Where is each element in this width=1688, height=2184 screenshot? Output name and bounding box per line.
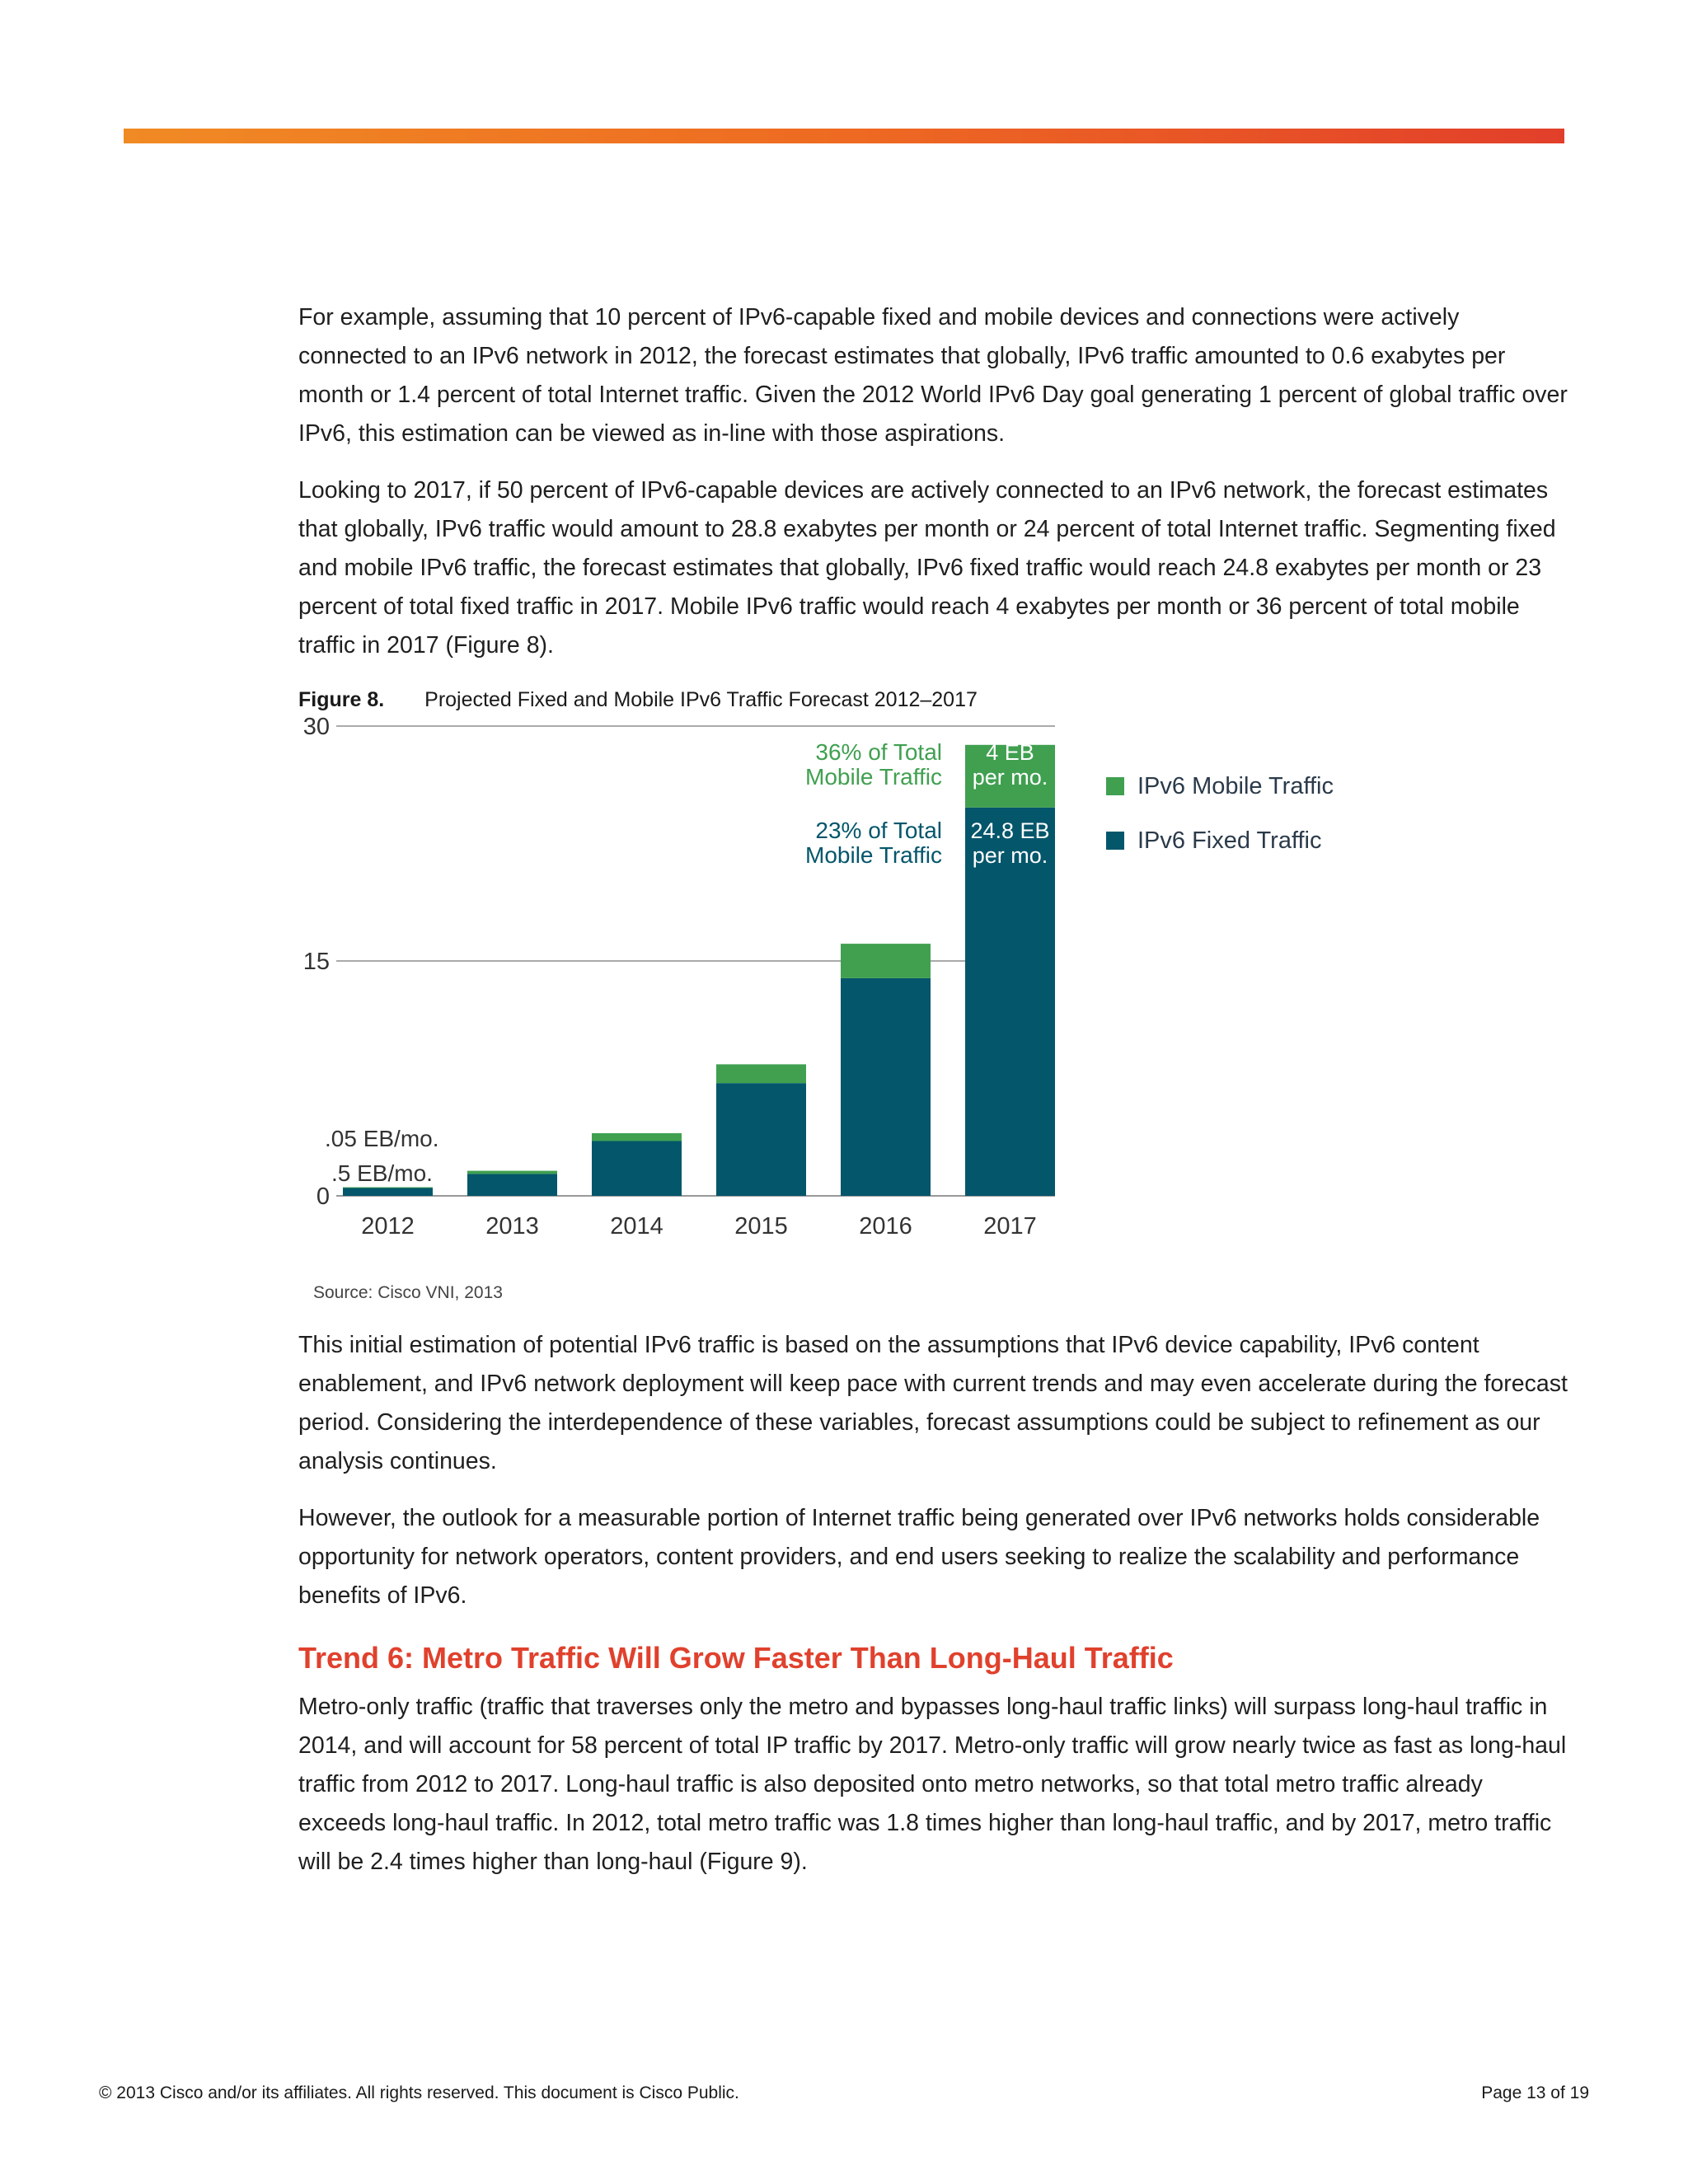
legend-item-mobile: [1106, 759, 1334, 813]
bar-fixed: [841, 978, 931, 1196]
mobile-share-label: Mobile Traffic: [805, 764, 942, 790]
legend-label-mobile: IPv6 Mobile Traffic: [1137, 772, 1334, 799]
bar-mobile: [592, 1133, 682, 1141]
figure-number: Figure 8.: [298, 688, 385, 711]
legend-item-fixed: [1106, 813, 1334, 868]
fixed-value-label: 24.8 EB: [970, 818, 1050, 843]
page-footer: [99, 2083, 1589, 2103]
bar-fixed: [343, 1188, 433, 1197]
legend-swatch-fixed: [1106, 832, 1124, 850]
paragraph: For example, assuming that 10 percent of IPv6-capable fixed and mobile devices and connections were actively connected to an IPv6 network in 2012, the forecast estimates that globally, IPv6 traffic amounted to 0.6 exabytes per month or 1.4 percent of total Internet traffic. Given the 2012 World IPv6 Day goal generating 1 percent of global traffic over IPv6, this estimation can be viewed as in-line with those aspirations.: [298, 304, 1568, 447]
ipv6-traffic-chart: [298, 716, 1568, 1326]
x-tick-label: 2016: [859, 1213, 912, 1240]
page-content: [298, 298, 1568, 1900]
header-accent-bar: [124, 129, 1564, 143]
mobile-share-label: 36% of Total: [815, 739, 942, 765]
chart-legend: [1106, 759, 1334, 868]
paragraph: Metro-only traffic (traffic that traverses only the metro and bypasses long-haul traffic links) will surpass long-haul traffic in 2014, and will account for 58 percent of total IP traffic by 2017. Metro-only traffic will grow nearly twice as fast as long-haul traffic from 2012 to 2017. Long-haul traffic is also deposited onto metro networks, so that total metro traffic already exceeds long-haul traffic. In 2012, total metro traffic was 1.8 times higher than long-haul traffic, and by 2017, metro traffic will be 2.4 times higher than long-haul (Figure 9).: [298, 1694, 1567, 1875]
chart-plot: [298, 716, 1090, 1326]
mobile-value-unit: per mo.: [972, 765, 1048, 790]
paragraph: This initial estimation of potential IPv6 traffic is based on the assumptions that IPv6 device capability, IPv6 content enablement, and IPv6 network deployment will keep pace with current trends and may even accelerate during the forecast period. Considering the interdependence of these variables, forecast assumptions could be subject to refinement as our analysis continues.: [298, 1332, 1568, 1474]
x-tick-label: 2012: [361, 1213, 415, 1240]
figure-caption: [298, 683, 1568, 716]
bar-fixed: [592, 1141, 682, 1197]
legend-label-fixed: IPv6 Fixed Traffic: [1137, 827, 1322, 854]
first-year-fixed-label: .5 EB/mo.: [331, 1160, 433, 1186]
first-year-mobile-label: .05 EB/mo.: [325, 1126, 439, 1151]
fixed-value-unit: per mo.: [972, 843, 1048, 868]
bar-mobile: [716, 1064, 806, 1083]
fixed-share-label: Mobile Traffic: [805, 842, 942, 868]
fixed-share-label: 23% of Total: [815, 818, 942, 843]
paragraph: Looking to 2017, if 50 percent of IPv6-capable devices are actively connected to an IPv6 network, the forecast estimates that globally, IPv6 traffic would amount to 28.8 exabytes per month or 24 percent of total Internet traffic. Segmenting fixed and mobile IPv6 traffic, the forecast estimates that globally, IPv6 fixed traffic would reach 24.8 exabytes per month or 23 percent of total fixed traffic in 2017. Mobile IPv6 traffic would reach 4 exabytes per month or 36 percent of total mobile traffic in 2017 (Figure 8).: [298, 477, 1556, 658]
bar-mobile: [841, 944, 931, 978]
x-tick-label: 2013: [485, 1213, 539, 1240]
x-tick-label: 2017: [983, 1213, 1037, 1240]
figure-title: Projected Fixed and Mobile IPv6 Traffic Forecast 2012–2017: [424, 688, 978, 711]
legend-swatch-mobile: [1106, 777, 1124, 795]
y-tick-label: 0: [316, 1183, 330, 1210]
y-tick-label: 15: [302, 949, 330, 975]
bar-fixed: [467, 1174, 557, 1196]
x-tick-label: 2015: [734, 1213, 788, 1240]
bar-fixed: [716, 1083, 806, 1196]
chart-source: Source: Cisco VNI, 2013: [313, 1283, 503, 1302]
y-tick-label: 30: [302, 716, 330, 740]
x-tick-label: 2014: [610, 1213, 663, 1240]
section-heading: Trend 6: Metro Traffic Will Grow Faster Than Long-Haul Traffic: [298, 1641, 1174, 1675]
footer-page-number: Page 13 of 19: [1481, 2083, 1589, 2102]
paragraph: However, the outlook for a measurable portion of Internet traffic being generated over IPv6 networks holds considerable opportunity for network operators, content providers, and end users seeking to realize the scalability and performance benefits of IPv6.: [298, 1505, 1540, 1609]
mobile-value-label: 4 EB: [986, 740, 1034, 765]
footer-copyright: © 2013 Cisco and/or its affiliates. All rights reserved. This document is Cisco Public.: [99, 2083, 739, 2102]
bar-mobile: [467, 1171, 557, 1174]
